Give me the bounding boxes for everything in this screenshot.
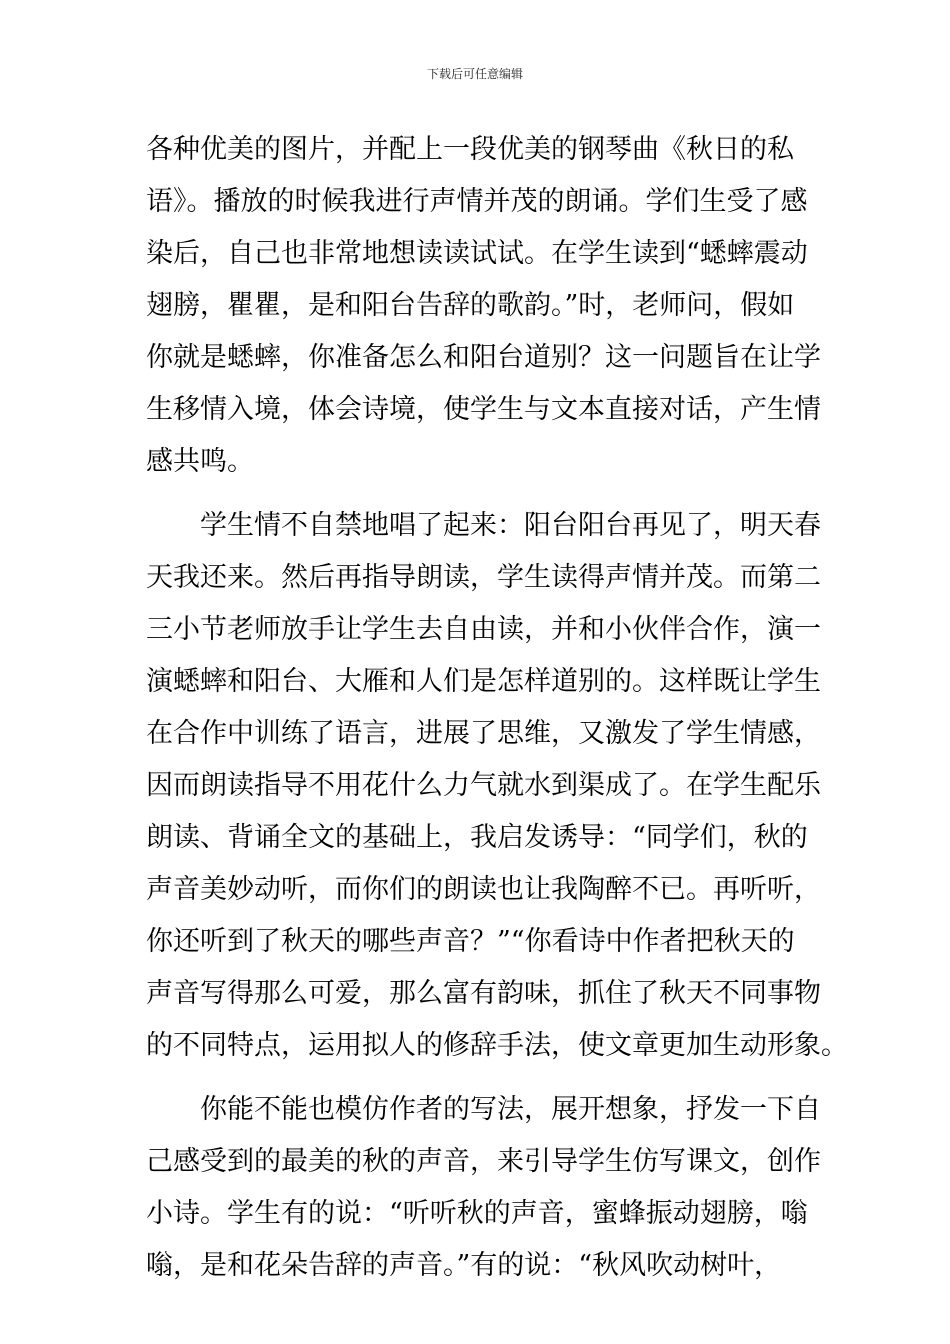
text-line: 翅膀，瞿瞿，是和阳台告辞的歌韵。”时，老师问，假如 bbox=[146, 290, 795, 321]
text-line: 三小节老师放手让学生去自由读，并和小伙伴合作，演一 bbox=[146, 614, 821, 645]
paragraph-2 bbox=[146, 500, 848, 1072]
text-line: 染后，自己也非常地想读读试试。在学生读到“蟋蟀震动 bbox=[146, 238, 808, 269]
text-line: 学生情不自禁地唱了起来：阳台阳台再见了，明天春 bbox=[200, 510, 821, 541]
text-line: 各种优美的图片，并配上一段优美的钢琴曲《秋日的私 bbox=[146, 134, 794, 165]
text-line: 语》。播放的时候我进行声情并茂的朗诵。学们生受了感 bbox=[146, 186, 808, 217]
text-line: 天我还来。然后再指导朗读，学生读得声情并茂。而第二 bbox=[146, 562, 821, 593]
text-line: 因而朗读指导不用花什么力气就水到渠成了。在学生配乐 bbox=[146, 770, 821, 801]
text-line: 生移情入境，体会诗境，使学生与文本直接对话，产生情 bbox=[146, 394, 821, 425]
text-line: 小诗。学生有的说：“听听秋的声音，蜜蜂振动翅膀，嗡 bbox=[146, 1198, 808, 1229]
text-line: 声音写得那么可爱，那么富有韵味，抓住了秋天不同事物 bbox=[146, 978, 821, 1009]
text-line: 的不同特点，运用拟人的修辞手法，使文章更加生动形象。 bbox=[146, 1030, 848, 1061]
text-line: 你能不能也模仿作者的写法，展开想象，抒发一下自 bbox=[200, 1094, 821, 1125]
page-header: 下载后可任意编辑 bbox=[426, 67, 523, 81]
paragraph-1 bbox=[146, 124, 821, 488]
text-line: 演蟋蟀和阳台、大雁和人们是怎样道别的。这样既让学生 bbox=[146, 666, 821, 697]
text-line: 你就是蟋蟀，你准备怎么和阳台道别？这一问题旨在让学 bbox=[146, 342, 821, 373]
text-line: 你还听到了秋天的哪些声音？”“你看诗中作者把秋天的 bbox=[146, 926, 795, 957]
text-line: 在合作中训练了语言，进展了思维，又激发了学生情感， bbox=[146, 718, 821, 749]
text-line: 己感受到的最美的秋的声音，来引导学生仿写课文，创作 bbox=[146, 1146, 821, 1177]
text-line: 朗读、背诵全文的基础上，我启发诱导：“同学们，秋的 bbox=[146, 822, 808, 853]
paragraph-3 bbox=[146, 1084, 821, 1292]
text-line: 嗡，是和花朵告辞的声音。”有的说：“秋风吹动树叶， bbox=[146, 1250, 782, 1281]
text-line: 感共鸣。 bbox=[146, 446, 254, 477]
document-body bbox=[146, 124, 848, 1292]
text-line: 声音美妙动听，而你们的朗读也让我陶醉不已。再听听， bbox=[146, 874, 821, 905]
